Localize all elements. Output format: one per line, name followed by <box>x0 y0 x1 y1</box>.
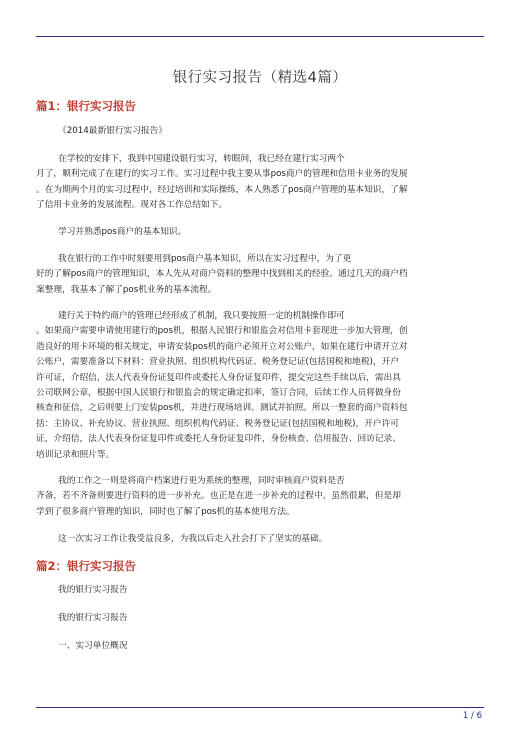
text-line: 《2014最新银行实习报告》 <box>58 126 167 136</box>
header-rule <box>36 36 484 37</box>
text-line: 核查和征信，之后则要上门安装pos机，并进行现场培训、测试并拍照。所以一整套的商户资料包 <box>36 403 408 414</box>
text-line: 。在为期两个月的实习过程中，经过培训和实际操练，本人熟悉了pos商户管理的基本知识，了解 <box>36 184 408 195</box>
text-line: 学到了很多商户管理的知识，同时也了解了pos机的基本使用方法。 <box>36 506 295 517</box>
text-line: 我的工作之一则是将商户档案进行更为系统的整理，同时审核商户资料是否 <box>58 476 345 486</box>
text-line: 公账户，需要准备以下材料：营业执照、组织机构代码证、税务登记证(包括国税和地税)，开户 <box>36 357 399 368</box>
page-number: 1 / 6 <box>462 711 482 721</box>
text-line: 这一次实习工作让我受益良多，为我以后走入社会打下了坚实的基础。 <box>58 534 328 544</box>
text-line: 许可证，介绍信，法人代表身份证复印件或委托人身份证复印件，提交完这些手续以后，需出具 <box>36 372 401 383</box>
section-heading-2: 篇2：银行实习报告 <box>36 559 137 573</box>
text-line: 。如果商户需要申请使用建行的pos机，根据人民银行和银监会对信用卡套现进一步加大管理，创 <box>36 326 408 337</box>
text-line: 我在银行的工作中时刻要用到pos商户基本知识，所以在实习过程中，为了更 <box>58 254 352 264</box>
paragraph-unit-overview <box>36 639 484 654</box>
paragraph-report-title-b <box>36 611 484 626</box>
text-line: 齐备，若不齐备则要进行资料的进一步补充。也正是在进一步补充的过程中，虽然很累，但是却 <box>36 491 401 502</box>
text-line: 在学校的安排下，我到中国建设银行实习，转眼间，我已经在建行实习两个 <box>58 154 345 164</box>
text-line: 案整理，我基本了解了pos机业务的基本流程。 <box>36 284 217 295</box>
document-title: 银行实习报告（精选4篇） <box>172 70 348 86</box>
paragraph-learn <box>36 225 484 240</box>
paragraph-pos-knowledge <box>36 252 484 298</box>
text-line: 公司联网公章，根据中国人民银行和银监会的规定确定扣率，签订合同，后续工作人员将做身份 <box>36 388 401 399</box>
paragraph-archive-work <box>36 474 484 520</box>
paragraph-merchant-management <box>36 309 484 463</box>
text-line: 月了，顺利完成了在建行的实习工作。实习过程中我主要从事pos商户的管理和信用卡业务的发展 <box>36 169 408 180</box>
text-line: 建行关于特约商户的管理已经形成了机制，我只要按照一定的机制操作即可 <box>58 311 345 321</box>
text-line: 造良好的用卡环境的相关规定，申请安装pos机的商户必须开立对公账户，如果在建行申请开立对 <box>36 341 408 352</box>
section-heading-1: 篇1：银行实习报告 <box>36 99 137 113</box>
paragraph-report-title-a <box>36 583 484 598</box>
paragraph-subtitle <box>36 124 484 139</box>
text-line: 了信用卡业务的发展流程。现对各工作总结如下。 <box>36 200 228 211</box>
text-line: 培训记录和照片等。 <box>36 449 115 460</box>
paragraph-intro <box>36 152 484 214</box>
text-line: 括：主协议、补充协议、营业执照、组织机构代码证、税务登记证(包括国税和地税)，开户许可 <box>36 418 399 429</box>
text-line: 我的银行实习报告 <box>58 585 128 595</box>
paragraph-conclusion <box>36 532 484 547</box>
text-line: 好的了解pos商户的管理知识，本人先从对商户资料的整理中找到相关的经验。通过几天的商户档 <box>36 269 408 280</box>
text-line: 证，介绍信，法人代表身份证复印件或委托人身份证复印件，身份核查、信用报告、回访记录、 <box>36 434 401 445</box>
footer-rule <box>36 707 484 708</box>
text-line: 一、实习单位概况 <box>58 641 128 651</box>
text-line: 我的银行实习报告 <box>58 613 128 623</box>
text-line: 学习并熟悉pos商户的基本知识。 <box>58 227 187 237</box>
